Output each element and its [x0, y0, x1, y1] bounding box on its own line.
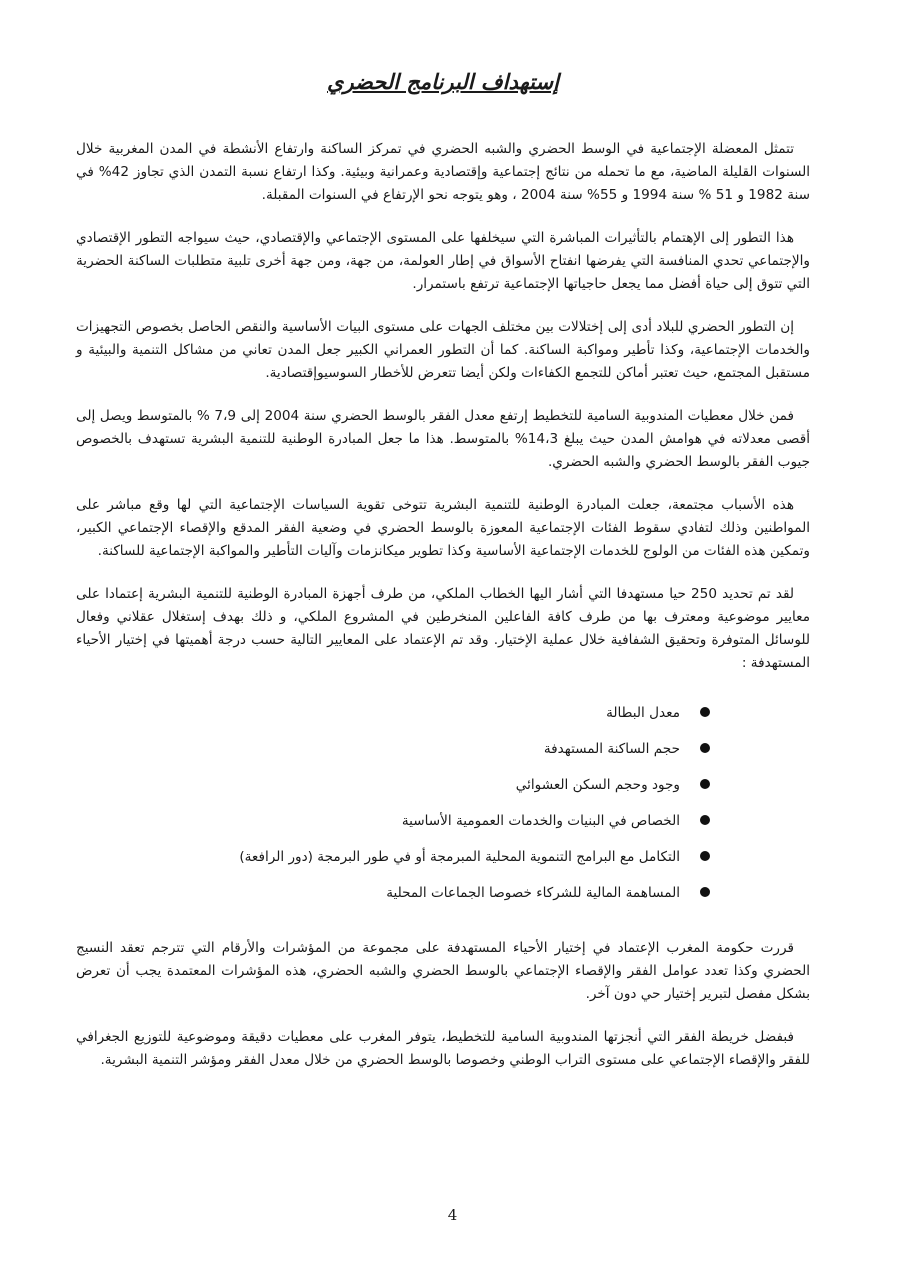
paragraph: فمن خلال معطيات المندوبية السامية للتخطيط إرتفع معدل الفقر بالوسط الحضري سنة 2004 إلى 7،9 % بالمتوسط ويصل إلى أقصى معدلاته في هوامش المدن حيث يبلغ 14،3% بالمتوسط. هذا ما جعل المبادرة الوطنية للتنمية البشرية تستهدف بالخصوص جيوب الفقر بالوسط الحضري والشبه الحضري. — [76, 408, 811, 470]
paragraph: فبفضل خريطة الفقر التي أنجزتها المندوبية السامية للتخطيط، يتوفر المغرب على معطيات دقيقة وموضوعية للتوزيع الجغرافي للفقر والإقصاء الإجتماعي على مستوى التراب الوطني وخصوصا بالوسط الحضري من خلال معدل الفقر ومؤشر التنمية البشرية. — [76, 1029, 810, 1068]
list-item — [76, 811, 710, 847]
paragraph: قررت حكومة المغرب الإعتماد في إختيار الأحياء المستهدفة على مجموعة من المؤشرات والأرقام التي تترجم تعقد النسيج الحضري وكذا تعدد عوامل الفقر والإقصاء الإجتماعي بالوسط الحضري والشبه الحضري، هذه المؤشرات المعتمدة يجب أن تعرض بشكل مفصل لتبرير إختيار حي دون آخر. — [76, 940, 810, 1002]
list-item-label: الخصاص في البنيات والخدمات العمومية الأساسية — [401, 813, 680, 829]
list-item-label: وجود وحجم السكن العشوائي — [515, 777, 680, 793]
bullet-icon — [700, 851, 710, 861]
list-item-label: التكامل مع البرامج التنموية المحلية المبرمجة أو في طور البرمجة (دور الرافعة) — [239, 849, 680, 865]
criteria-list — [76, 703, 810, 919]
paragraph: تتمثل المعضلة الإجتماعية في الوسط الحضري والشبه الحضري في تمركز الساكنة وارتفاع الأنشطة في المدن المغربية خلال السنوات القليلة الماضية، مع ما تحمله من نتائج إجتماعية وإقتصادية وعمرانية وبيئية. وكذا ارتفاع نسبة التمدن الذي تجاوز 42% في سنة 1982 و 51 % سنة 1994 و 55% سنة 2004 ، وهو يتوجه نحو الإرتفاع في السنوات المقبلة. — [76, 141, 810, 203]
list-item-label: المساهمة المالية للشركاء خصوصا الجماعات المحلية — [386, 885, 680, 901]
paragraph: إن التطور الحضري للبلاد أدى إلى إختلالات بين مختلف الجهات على مستوى البيات الأساسية والنقص الحاصل بخصوص التجهيزات والخدمات الإجتماعية، وكذا تأطير ومواكبة الساكنة. كما أن التطور العمراني الكبير جعل المدن تعاني من مشاكل التنمية والبيئية و مستقبل المجتمع، حيث تعتبر أماكن للتجمع الكفاءات ولكن أيضا تتعرض للأخطار السوسيوإقتصادية. — [76, 319, 810, 381]
list-item — [76, 703, 710, 739]
bullet-icon — [700, 707, 710, 717]
paragraph: هذه الأسباب مجتمعة، جعلت المبادرة الوطنية للتنمية البشرية تتوخى تقوية السياسات الإجتماعية التي لها وقع مباشر على المواطنين وذلك لتفادي سقوط الفئات الإجتماعية المعوزة بالوسط الحضري في وضعية الفقر المدقع والإقصاء الإجتماعي الكبير، وتمكين هذه الفئات من الولوج للخدمات الإجتماعية الأساسية وكذا تطوير ميكانزمات وآليات التأطير والمواكبة الإجتماعية للساكنة. — [76, 497, 810, 559]
page-number: 4 — [447, 1206, 458, 1224]
page-title: إستهداف البرنامج الحضري — [327, 70, 559, 94]
paragraph: لقد تم تحديد 250 حيا مستهدفا التي أشار اليها الخطاب الملكي، من طرف أجهزة المبادرة الوطنية للتنمية البشرية إعتمادا على معايير موضوعية ومعترف بها من طرف كافة الفاعلين المنخرطين في المشروع الملكي، و ذلك بهدف إستغلال عقلاني وفعال للوسائل المتوفرة وتحقيق الشفافية خلال عملية الإختيار. وقد تم الإعتماد على المعايير التالية حسب درجة أهميتها في إختيار الأحياء المستهدفة : — [76, 586, 810, 671]
list-item — [76, 847, 710, 883]
bullet-icon — [700, 815, 710, 825]
bullet-icon — [700, 779, 710, 789]
bullet-icon — [700, 743, 710, 753]
list-item — [76, 775, 710, 811]
list-item-label: حجم الساكنة المستهدفة — [543, 741, 680, 757]
list-item-label: معدل البطالة — [606, 705, 680, 721]
list-item — [76, 883, 710, 919]
document-page — [76, 70, 810, 1092]
paragraph: هذا التطور إلى الإهتمام بالتأثيرات المباشرة التي سيخلفها على المستوى الإجتماعي والإقتصادي، حيث سيواجه التطور الإقتصادي والإجتماعي تحدي المنافسة التي يفرضها انفتاح الأسواق في إطار العولمة، من جهة، ومن جهة أخرى تلبية متطلبات الساكنة الحضرية التي تتوق إلى حياة أفضل مما يجعل حاجياتها الإجتماعية ترتفع باستمرار. — [76, 230, 810, 292]
list-item — [76, 739, 710, 775]
bullet-icon — [700, 887, 710, 897]
